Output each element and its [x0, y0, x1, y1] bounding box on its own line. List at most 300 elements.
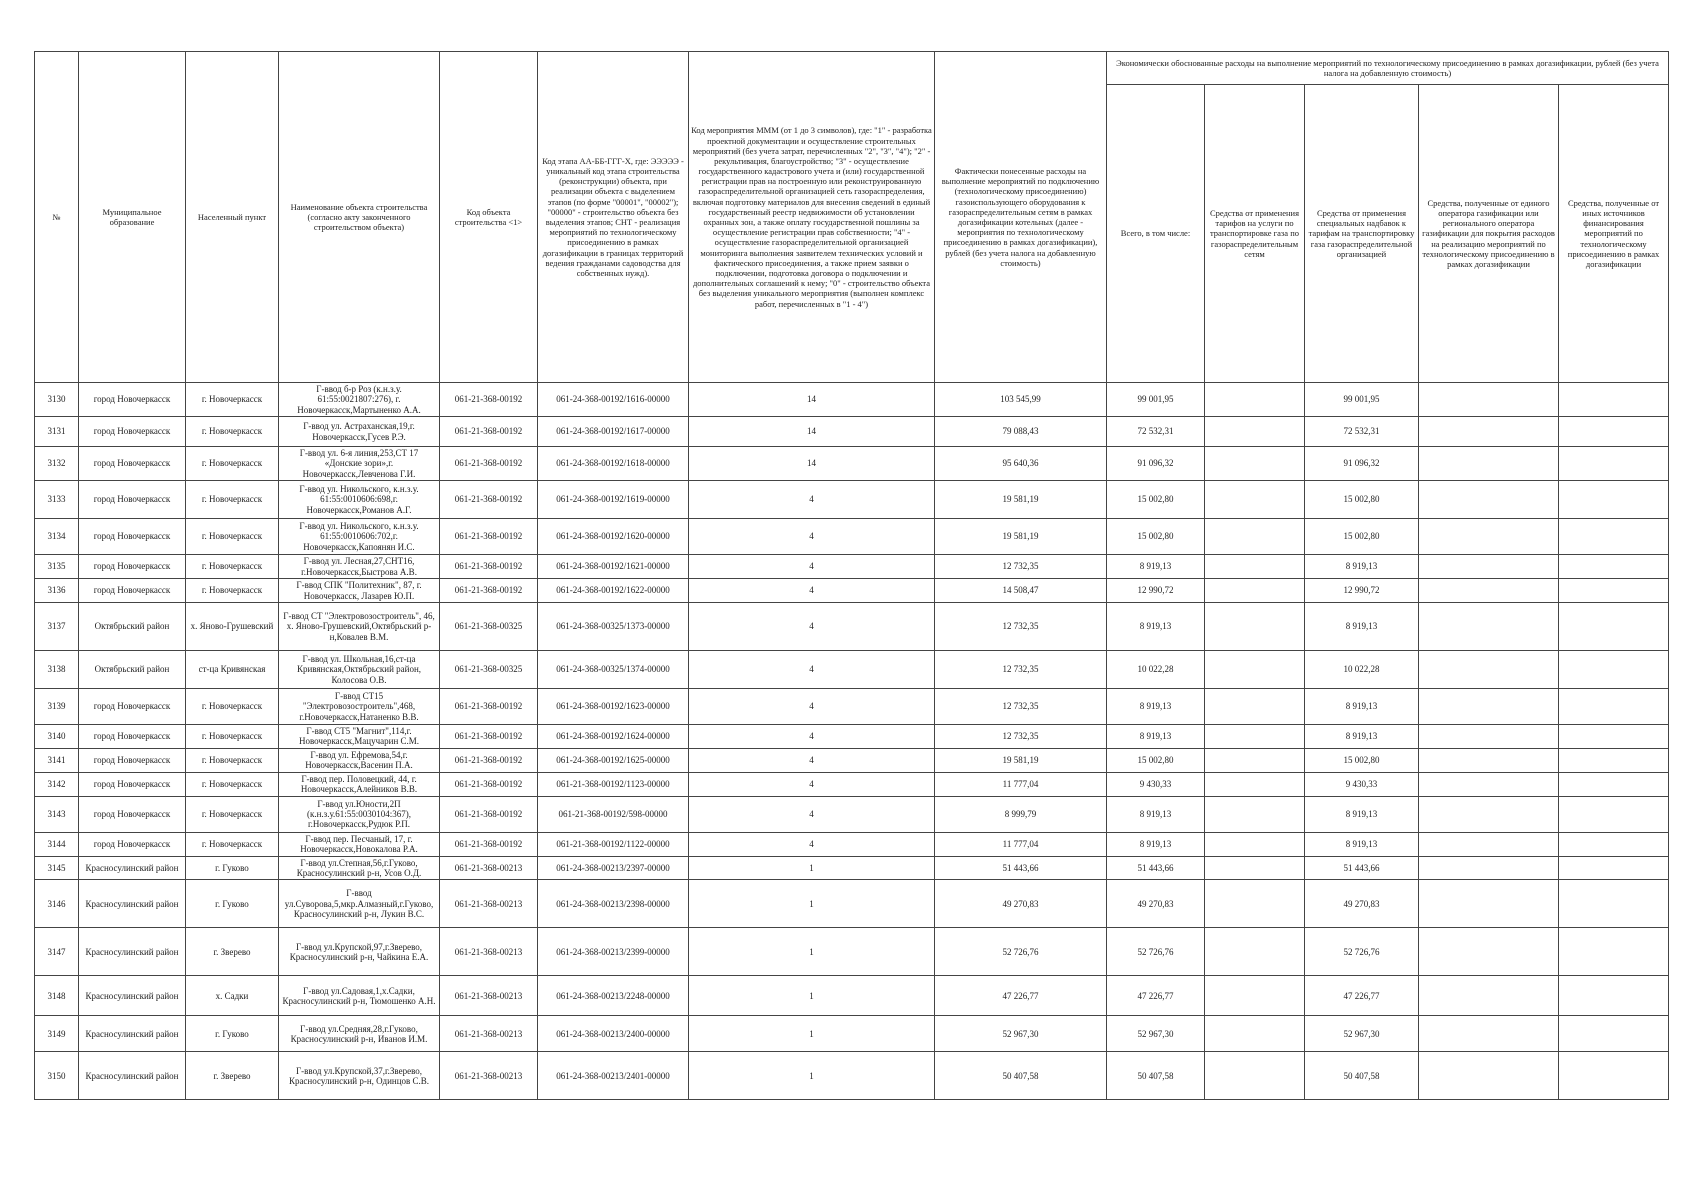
- table-row: [35, 725, 1669, 749]
- cell-stage-code: 061-24-368-00192/1616-00000: [538, 383, 689, 417]
- cell-num: 3142: [35, 772, 79, 796]
- cell-num: 3146: [35, 880, 79, 928]
- cell-special-funds: 50 407,58: [1305, 1052, 1419, 1100]
- cell-operator-funds: [1419, 725, 1559, 749]
- cell-stage-code: 061-24-368-00192/1619-00000: [538, 481, 689, 519]
- cell-stage-code: 061-21-368-00192/1122-00000: [538, 832, 689, 856]
- cell-settlement: г. Новочеркасск: [186, 725, 279, 749]
- cell-event-code: 4: [689, 579, 935, 603]
- cell-actual-costs: 12 732,35: [935, 555, 1107, 579]
- cell-actual-costs: 12 732,35: [935, 725, 1107, 749]
- cell-object-code: 061-21-368-00192: [440, 725, 538, 749]
- cell-stage-code: 061-24-368-00325/1373-00000: [538, 603, 689, 651]
- cell-event-code: 4: [689, 519, 935, 555]
- cell-stage-code: 061-24-368-00192/1625-00000: [538, 748, 689, 772]
- cell-actual-costs: 14 508,47: [935, 579, 1107, 603]
- cell-special-funds: 8 919,13: [1305, 603, 1419, 651]
- cell-municipality: Красносулинский район: [79, 976, 186, 1016]
- cell-actual-costs: 12 732,35: [935, 603, 1107, 651]
- cell-settlement: г. Зверево: [186, 1052, 279, 1100]
- cell-special-funds: 9 430,33: [1305, 772, 1419, 796]
- cell-settlement: г. Гуково: [186, 1016, 279, 1052]
- cell-stage-code: 061-21-368-00192/1123-00000: [538, 772, 689, 796]
- cell-settlement: х. Яново-Грушевский: [186, 603, 279, 651]
- table-row: [35, 417, 1669, 447]
- cell-other-funds: [1559, 519, 1669, 555]
- table-row: [35, 651, 1669, 689]
- cell-num: 3133: [35, 481, 79, 519]
- costs-table: [34, 51, 1669, 1100]
- cell-event-code: 1: [689, 880, 935, 928]
- cell-total: 52 967,30: [1107, 1016, 1205, 1052]
- cell-num: 3150: [35, 1052, 79, 1100]
- cell-object-code: 061-21-368-00325: [440, 603, 538, 651]
- cell-event-code: 4: [689, 748, 935, 772]
- cell-settlement: г. Новочеркасск: [186, 832, 279, 856]
- cell-actual-costs: 12 732,35: [935, 651, 1107, 689]
- cell-object-name: Г-ввод ул.Средняя,28,г.Гуково, Красносулинский р-н, Иванов И.М.: [279, 1016, 440, 1052]
- cell-object-name: Г-ввод ул.Крупской,37,г.Зверево, Красносулинский р-н, Одинцов С.В.: [279, 1052, 440, 1100]
- cell-object-name: Г-ввод пер. Половецкий, 44, г. Новочеркасск,Алейников В.В.: [279, 772, 440, 796]
- cell-total: 51 443,66: [1107, 856, 1205, 880]
- cell-total: 8 919,13: [1107, 832, 1205, 856]
- cell-municipality: город Новочеркасск: [79, 417, 186, 447]
- cell-object-name: Г-ввод ул.Степная,56,г.Гуково, Красносулинский р-н, Усов О.Д.: [279, 856, 440, 880]
- cell-tariff-funds: [1205, 725, 1305, 749]
- cell-actual-costs: 19 581,19: [935, 748, 1107, 772]
- cell-object-name: Г-ввод ул. Ефремова,54,г. Новочеркасск,Васенин П.А.: [279, 748, 440, 772]
- cell-stage-code: 061-24-368-00192/1622-00000: [538, 579, 689, 603]
- cell-event-code: 1: [689, 1052, 935, 1100]
- cell-event-code: 14: [689, 447, 935, 481]
- cell-operator-funds: [1419, 481, 1559, 519]
- cell-actual-costs: 11 777,04: [935, 832, 1107, 856]
- header-num: №: [35, 52, 79, 383]
- cell-object-code: 061-21-368-00192: [440, 689, 538, 725]
- cell-num: 3132: [35, 447, 79, 481]
- cell-total: 8 919,13: [1107, 725, 1205, 749]
- cell-operator-funds: [1419, 832, 1559, 856]
- header-special-funds: Средства от применения специальных надбавок к тарифам на транспортировку газа газораспределительной организацией: [1305, 85, 1419, 383]
- cell-total: 15 002,80: [1107, 519, 1205, 555]
- table-row: [35, 383, 1669, 417]
- cell-operator-funds: [1419, 796, 1559, 832]
- cell-special-funds: 10 022,28: [1305, 651, 1419, 689]
- cell-tariff-funds: [1205, 555, 1305, 579]
- cell-municipality: Красносулинский район: [79, 1052, 186, 1100]
- table-row: [35, 447, 1669, 481]
- table-row: [35, 1016, 1669, 1052]
- cell-tariff-funds: [1205, 1016, 1305, 1052]
- cell-object-code: 061-21-368-00213: [440, 1016, 538, 1052]
- cell-num: 3137: [35, 603, 79, 651]
- cell-other-funds: [1559, 603, 1669, 651]
- cell-num: 3141: [35, 748, 79, 772]
- cell-other-funds: [1559, 880, 1669, 928]
- table-row: [35, 1052, 1669, 1100]
- cell-total: 72 532,31: [1107, 417, 1205, 447]
- table-row: [35, 928, 1669, 976]
- cell-municipality: город Новочеркасск: [79, 772, 186, 796]
- cell-other-funds: [1559, 748, 1669, 772]
- cell-municipality: город Новочеркасск: [79, 579, 186, 603]
- cell-object-name: Г-ввод ул.Крупской,97,г.Зверево, Красносулинский р-н, Чайкина Е.А.: [279, 928, 440, 976]
- cell-special-funds: 52 967,30: [1305, 1016, 1419, 1052]
- cell-settlement: г. Новочеркасск: [186, 689, 279, 725]
- cell-special-funds: 8 919,13: [1305, 796, 1419, 832]
- cell-operator-funds: [1419, 976, 1559, 1016]
- cell-settlement: г. Новочеркасск: [186, 579, 279, 603]
- cell-total: 8 919,13: [1107, 689, 1205, 725]
- cell-special-funds: 49 270,83: [1305, 880, 1419, 928]
- header-stage-code: Код этапа АА-ББ-ГГГ-Х, где: ЭЭЭЭЭ - уникальный код этапа строительства (реконструкции) объекта, при реализации объекта с выделением этапов (по форме "00001", "00002"); "00000" - строительство объекта без выделения этапов; СНТ - реализация мероприятий по технологическому присоединению в рамках догазификации в границах территорий ведения гражданами садоводства для собственных нужд).: [538, 52, 689, 383]
- cell-tariff-funds: [1205, 689, 1305, 725]
- cell-municipality: Красносулинский район: [79, 928, 186, 976]
- cell-actual-costs: 19 581,19: [935, 519, 1107, 555]
- cell-actual-costs: 52 726,76: [935, 928, 1107, 976]
- cell-total: 8 919,13: [1107, 555, 1205, 579]
- cell-num: 3134: [35, 519, 79, 555]
- cell-municipality: Октябрьский район: [79, 651, 186, 689]
- cell-other-funds: [1559, 383, 1669, 417]
- cell-municipality: город Новочеркасск: [79, 748, 186, 772]
- cell-object-name: Г-ввод ул. Никольского, к.н.з.у. 61:55:0010606:702,г. Новочеркасск,Капоянян И.С.: [279, 519, 440, 555]
- cell-object-code: 061-21-368-00192: [440, 447, 538, 481]
- table-row: [35, 579, 1669, 603]
- cell-tariff-funds: [1205, 603, 1305, 651]
- cell-tariff-funds: [1205, 928, 1305, 976]
- cell-municipality: город Новочеркасск: [79, 519, 186, 555]
- cell-other-funds: [1559, 772, 1669, 796]
- cell-event-code: 1: [689, 1016, 935, 1052]
- cell-event-code: 1: [689, 856, 935, 880]
- cell-object-name: Г-ввод ул. Школьная,16,ст-ца Кривянская,Октябрьский район, Колосова О.В.: [279, 651, 440, 689]
- cell-special-funds: 47 226,77: [1305, 976, 1419, 1016]
- cell-special-funds: 15 002,80: [1305, 481, 1419, 519]
- cell-operator-funds: [1419, 1016, 1559, 1052]
- cell-total: 9 430,33: [1107, 772, 1205, 796]
- cell-event-code: 4: [689, 725, 935, 749]
- cell-operator-funds: [1419, 579, 1559, 603]
- cell-special-funds: 8 919,13: [1305, 555, 1419, 579]
- cell-other-funds: [1559, 689, 1669, 725]
- table-row: [35, 880, 1669, 928]
- table-row: [35, 555, 1669, 579]
- cell-event-code: 4: [689, 481, 935, 519]
- cell-actual-costs: 51 443,66: [935, 856, 1107, 880]
- cell-num: 3147: [35, 928, 79, 976]
- cell-stage-code: 061-24-368-00213/2399-00000: [538, 928, 689, 976]
- cell-settlement: г. Новочеркасск: [186, 519, 279, 555]
- cell-object-code: 061-21-368-00192: [440, 796, 538, 832]
- cell-settlement: г. Новочеркасск: [186, 417, 279, 447]
- cell-special-funds: 51 443,66: [1305, 856, 1419, 880]
- cell-special-funds: 91 096,32: [1305, 447, 1419, 481]
- cell-operator-funds: [1419, 689, 1559, 725]
- cell-num: 3138: [35, 651, 79, 689]
- cell-tariff-funds: [1205, 856, 1305, 880]
- cell-other-funds: [1559, 976, 1669, 1016]
- cell-tariff-funds: [1205, 772, 1305, 796]
- cell-tariff-funds: [1205, 880, 1305, 928]
- cell-special-funds: 99 001,95: [1305, 383, 1419, 417]
- cell-object-name: Г-ввод ул.Юности,2П (к.н.з.у.61:55:0030104:367), г.Новочеркасск,Рудюк Р.П.: [279, 796, 440, 832]
- cell-total: 15 002,80: [1107, 481, 1205, 519]
- header-tariff-funds: Средства от применения тарифов на услуги по транспортировке газа по газораспределительным сетям: [1205, 85, 1305, 383]
- cell-stage-code: 061-21-368-00192/598-00000: [538, 796, 689, 832]
- cell-stage-code: 061-24-368-00192/1623-00000: [538, 689, 689, 725]
- header-other-funds: Средства, полученные от иных источников финансирования мероприятий по технологическому присоединению в рамках догазификации: [1559, 85, 1669, 383]
- cell-stage-code: 061-24-368-00213/2397-00000: [538, 856, 689, 880]
- cell-municipality: город Новочеркасск: [79, 555, 186, 579]
- cell-other-funds: [1559, 417, 1669, 447]
- cell-municipality: Красносулинский район: [79, 856, 186, 880]
- cell-num: 3139: [35, 689, 79, 725]
- cell-tariff-funds: [1205, 832, 1305, 856]
- cell-total: 91 096,32: [1107, 447, 1205, 481]
- cell-municipality: Красносулинский район: [79, 880, 186, 928]
- cell-tariff-funds: [1205, 748, 1305, 772]
- cell-actual-costs: 47 226,77: [935, 976, 1107, 1016]
- cell-object-name: Г-ввод СПК "Политехник", 87, г. Новочеркасск, Лазарев Ю.П.: [279, 579, 440, 603]
- cell-num: 3135: [35, 555, 79, 579]
- cell-event-code: 14: [689, 383, 935, 417]
- cell-num: 3144: [35, 832, 79, 856]
- cell-num: 3145: [35, 856, 79, 880]
- cell-total: 8 919,13: [1107, 796, 1205, 832]
- cell-object-name: Г-ввод ул.Суворова,5,мкр.Алмазный,г.Гуково, Красносулинский р-н, Лукин В.С.: [279, 880, 440, 928]
- cell-total: 49 270,83: [1107, 880, 1205, 928]
- cell-settlement: ст-ца Кривянская: [186, 651, 279, 689]
- cell-tariff-funds: [1205, 976, 1305, 1016]
- cell-object-code: 061-21-368-00192: [440, 772, 538, 796]
- cell-object-name: Г-ввод ул. Астраханская,19,г. Новочеркасск,Гусев Р.Э.: [279, 417, 440, 447]
- cell-actual-costs: 52 967,30: [935, 1016, 1107, 1052]
- cell-actual-costs: 50 407,58: [935, 1052, 1107, 1100]
- cell-object-name: Г-ввод ул. Лесная,27,СНТ16, г.Новочеркасск,Быстрова А.В.: [279, 555, 440, 579]
- cell-actual-costs: 12 732,35: [935, 689, 1107, 725]
- header-object-code: Код объекта строительства <1>: [440, 52, 538, 383]
- cell-object-name: Г-ввод ул. 6-я линия,253,СТ 17 «Донские зори»,г. Новочеркасск,Левченова Г.И.: [279, 447, 440, 481]
- cell-operator-funds: [1419, 1052, 1559, 1100]
- cell-operator-funds: [1419, 856, 1559, 880]
- cell-event-code: 4: [689, 651, 935, 689]
- cell-special-funds: 8 919,13: [1305, 832, 1419, 856]
- cell-other-funds: [1559, 796, 1669, 832]
- cell-event-code: 4: [689, 603, 935, 651]
- cell-tariff-funds: [1205, 1052, 1305, 1100]
- cell-total: 10 022,28: [1107, 651, 1205, 689]
- cell-settlement: г. Новочеркасск: [186, 447, 279, 481]
- table-body: [35, 383, 1669, 1100]
- cell-settlement: г. Гуково: [186, 856, 279, 880]
- cell-num: 3149: [35, 1016, 79, 1052]
- cell-object-code: 061-21-368-00213: [440, 1052, 538, 1100]
- cell-object-name: Г-ввод пер. Песчаный, 17, г. Новочеркасск,Новокалова Р.А.: [279, 832, 440, 856]
- cell-total: 99 001,95: [1107, 383, 1205, 417]
- cell-tariff-funds: [1205, 481, 1305, 519]
- cell-settlement: г. Зверево: [186, 928, 279, 976]
- cell-object-name: Г-ввод СТ5 "Магнит",114,г. Новочеркасск,Мацучарин С.М.: [279, 725, 440, 749]
- table-row: [35, 832, 1669, 856]
- cell-municipality: город Новочеркасск: [79, 832, 186, 856]
- cell-special-funds: 52 726,76: [1305, 928, 1419, 976]
- table-row: [35, 856, 1669, 880]
- header-econ-group: Экономически обоснованные расходы на выполнение мероприятий по технологическому присоединению в рамках догазификации, рублей (без учета налога на добавленную стоимость): [1107, 52, 1669, 85]
- cell-actual-costs: 19 581,19: [935, 481, 1107, 519]
- cell-total: 50 407,58: [1107, 1052, 1205, 1100]
- cell-settlement: г. Новочеркасск: [186, 481, 279, 519]
- table-row: [35, 748, 1669, 772]
- table-row: [35, 976, 1669, 1016]
- cell-operator-funds: [1419, 928, 1559, 976]
- cell-num: 3136: [35, 579, 79, 603]
- cell-municipality: Красносулинский район: [79, 1016, 186, 1052]
- cell-actual-costs: 49 270,83: [935, 880, 1107, 928]
- cell-other-funds: [1559, 1052, 1669, 1100]
- table-row: [35, 772, 1669, 796]
- cell-settlement: г. Новочеркасск: [186, 796, 279, 832]
- cell-event-code: 4: [689, 772, 935, 796]
- cell-municipality: город Новочеркасск: [79, 689, 186, 725]
- cell-num: 3143: [35, 796, 79, 832]
- cell-other-funds: [1559, 579, 1669, 603]
- cell-actual-costs: 95 640,36: [935, 447, 1107, 481]
- cell-special-funds: 15 002,80: [1305, 748, 1419, 772]
- cell-object-code: 061-21-368-00192: [440, 481, 538, 519]
- cell-actual-costs: 79 088,43: [935, 417, 1107, 447]
- cell-operator-funds: [1419, 383, 1559, 417]
- cell-object-name: Г-ввод СТ15 "Электровозостроитель",468, г.Новочеркасск,Натаненко В.В.: [279, 689, 440, 725]
- cell-other-funds: [1559, 832, 1669, 856]
- cell-special-funds: 12 990,72: [1305, 579, 1419, 603]
- table-row: [35, 603, 1669, 651]
- cell-actual-costs: 103 545,99: [935, 383, 1107, 417]
- cell-settlement: г. Гуково: [186, 880, 279, 928]
- cell-other-funds: [1559, 481, 1669, 519]
- cell-stage-code: 061-24-368-00192/1620-00000: [538, 519, 689, 555]
- cell-tariff-funds: [1205, 579, 1305, 603]
- cell-event-code: 14: [689, 417, 935, 447]
- cell-municipality: город Новочеркасск: [79, 725, 186, 749]
- cell-object-code: 061-21-368-00213: [440, 880, 538, 928]
- cell-object-code: 061-21-368-00192: [440, 579, 538, 603]
- header-settlement: Населенный пункт: [186, 52, 279, 383]
- cell-tariff-funds: [1205, 519, 1305, 555]
- header-municipality: Муниципальное образование: [79, 52, 186, 383]
- cell-stage-code: 061-24-368-00192/1617-00000: [538, 417, 689, 447]
- cell-municipality: город Новочеркасск: [79, 383, 186, 417]
- cell-object-code: 061-21-368-00213: [440, 856, 538, 880]
- cell-object-code: 061-21-368-00213: [440, 976, 538, 1016]
- cell-operator-funds: [1419, 651, 1559, 689]
- cell-other-funds: [1559, 856, 1669, 880]
- cell-actual-costs: 8 999,79: [935, 796, 1107, 832]
- cell-settlement: х. Садки: [186, 976, 279, 1016]
- cell-event-code: 4: [689, 832, 935, 856]
- cell-event-code: 4: [689, 555, 935, 579]
- cell-actual-costs: 11 777,04: [935, 772, 1107, 796]
- cell-operator-funds: [1419, 772, 1559, 796]
- cell-stage-code: 061-24-368-00213/2398-00000: [538, 880, 689, 928]
- cell-operator-funds: [1419, 880, 1559, 928]
- cell-total: 12 990,72: [1107, 579, 1205, 603]
- cell-total: 8 919,13: [1107, 603, 1205, 651]
- cell-object-name: Г-ввод СТ "Электровозостроитель", 46, х. Яново-Грушевский,Октябрьский р-н,Ковалев В.М.: [279, 603, 440, 651]
- cell-object-code: 061-21-368-00325: [440, 651, 538, 689]
- header-actual-costs: Фактически понесенные расходы на выполнение мероприятий по подключению (технологическому присоединению) газоиспользующего оборудования к газораспределительным сетям в рамках догазификации котельных (далее - мероприятия по технологическому присоединению в рамках догазификации), рублей (без учета налога на добавленную стоимость): [935, 52, 1107, 383]
- cell-operator-funds: [1419, 417, 1559, 447]
- cell-object-name: Г-ввод б-р Роз (к.н.з.у. 61:55:0021807:276), г. Новочеркасск,Мартыненко А.А.: [279, 383, 440, 417]
- cell-stage-code: 061-24-368-00213/2400-00000: [538, 1016, 689, 1052]
- cell-settlement: г. Новочеркасск: [186, 772, 279, 796]
- cell-object-name: Г-ввод ул. Никольского, к.н.з.у. 61:55:0010606:698,г. Новочеркасск,Романов А.Г.: [279, 481, 440, 519]
- cell-object-code: 061-21-368-00192: [440, 417, 538, 447]
- cell-special-funds: 72 532,31: [1305, 417, 1419, 447]
- cell-other-funds: [1559, 651, 1669, 689]
- cell-other-funds: [1559, 555, 1669, 579]
- cell-object-code: 061-21-368-00192: [440, 383, 538, 417]
- header-total: Всего, в том числе:: [1107, 85, 1205, 383]
- cell-object-name: Г-ввод ул.Садовая,1,х.Садки, Красносулинский р-н, Тюмошенко А.Н.: [279, 976, 440, 1016]
- header-object-name: Наименование объекта строительства (согласно акту законченного строительством объекта): [279, 52, 440, 383]
- cell-total: 15 002,80: [1107, 748, 1205, 772]
- cell-event-code: 1: [689, 976, 935, 1016]
- cell-object-code: 061-21-368-00192: [440, 555, 538, 579]
- cell-event-code: 4: [689, 689, 935, 725]
- cell-stage-code: 061-24-368-00213/2401-00000: [538, 1052, 689, 1100]
- table-header: [35, 52, 1669, 383]
- cell-total: 47 226,77: [1107, 976, 1205, 1016]
- cell-stage-code: 061-24-368-00192/1624-00000: [538, 725, 689, 749]
- cell-event-code: 1: [689, 928, 935, 976]
- cell-special-funds: 8 919,13: [1305, 725, 1419, 749]
- cell-settlement: г. Новочеркасск: [186, 555, 279, 579]
- cell-special-funds: 8 919,13: [1305, 689, 1419, 725]
- cell-tariff-funds: [1205, 447, 1305, 481]
- table-row: [35, 519, 1669, 555]
- cell-settlement: г. Новочеркасск: [186, 748, 279, 772]
- cell-tariff-funds: [1205, 796, 1305, 832]
- cell-operator-funds: [1419, 603, 1559, 651]
- cell-municipality: город Новочеркасск: [79, 481, 186, 519]
- cell-municipality: город Новочеркасск: [79, 447, 186, 481]
- cell-event-code: 4: [689, 796, 935, 832]
- cell-object-code: 061-21-368-00192: [440, 832, 538, 856]
- cell-num: 3140: [35, 725, 79, 749]
- cell-object-code: 061-21-368-00213: [440, 928, 538, 976]
- cell-other-funds: [1559, 725, 1669, 749]
- cell-num: 3130: [35, 383, 79, 417]
- header-event-code: Код мероприятия МММ (от 1 до 3 символов), где: "1" - разработка проектной документации и осуществление строительных мероприятий (без учета затрат, перечисленных "2", "3", "4"); "2" - рекультивация, благоустройство; "3" - осуществление государственного кадастрового учета и (или) государственной регистрации прав на построенную или реконструированную газораспределительной организацией сеть газораспределения, включая подготовку материалов для внесения сведений в единый государственный реестр недвижимости об установлении охранных зон, а также оплату государственной пошлины за осуществление регистрации прав собственности; "4" - осуществление газораспределительной организацией мониторинга выполнения заявителем технических условий и фактического присоединения, а также прием заявки о подключении, подготовка договора о подключении и дополнительных соглашений к нему; "0" - строительство объекта без выделения уникального мероприятия (выполнен комплекс работ, перечисленных в "1 - 4"): [689, 52, 935, 383]
- table-row: [35, 481, 1669, 519]
- cell-stage-code: 061-24-368-00213/2248-00000: [538, 976, 689, 1016]
- cell-object-code: 061-21-368-00192: [440, 748, 538, 772]
- cell-tariff-funds: [1205, 417, 1305, 447]
- cell-num: 3131: [35, 417, 79, 447]
- cell-tariff-funds: [1205, 651, 1305, 689]
- cell-operator-funds: [1419, 555, 1559, 579]
- cell-other-funds: [1559, 1016, 1669, 1052]
- cell-object-code: 061-21-368-00192: [440, 519, 538, 555]
- cell-stage-code: 061-24-368-00325/1374-00000: [538, 651, 689, 689]
- cell-municipality: город Новочеркасск: [79, 796, 186, 832]
- cell-stage-code: 061-24-368-00192/1618-00000: [538, 447, 689, 481]
- cell-operator-funds: [1419, 748, 1559, 772]
- cell-operator-funds: [1419, 519, 1559, 555]
- cell-total: 52 726,76: [1107, 928, 1205, 976]
- cell-operator-funds: [1419, 447, 1559, 481]
